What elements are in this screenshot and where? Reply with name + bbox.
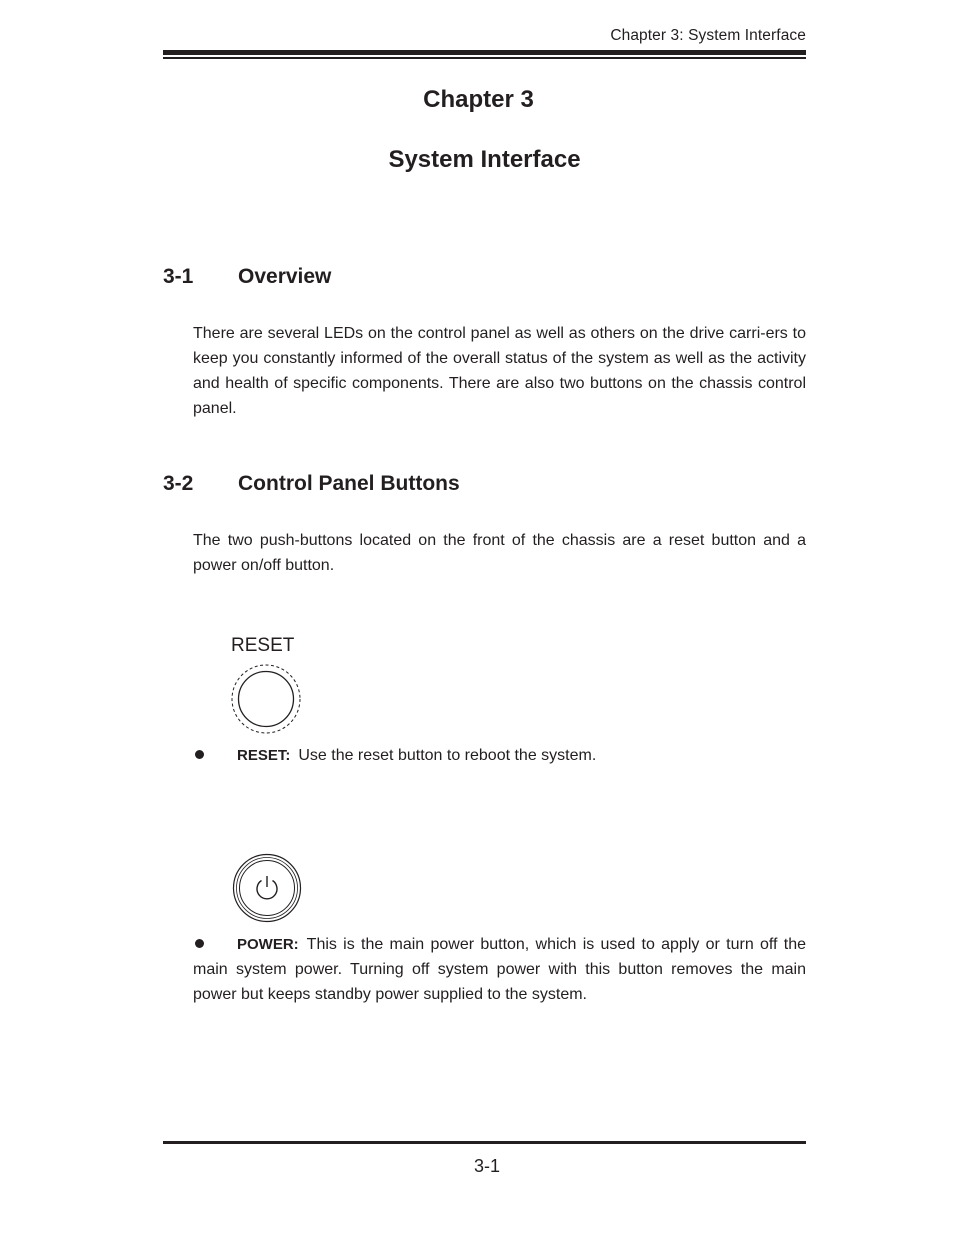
bullet-term: RESET: — [237, 747, 291, 764]
power-button-icon — [230, 851, 304, 930]
bullet-text: This is the main power button, which is used to apply or turn off the main system power. Turning off system power with this button removes the main power but keeps standby power supplied to the system. — [193, 936, 806, 1003]
bullet-text: Use the reset button to reboot the system. — [298, 747, 597, 764]
running-header: Chapter 3: System Interface — [610, 27, 806, 44]
control-panel-paragraph: The two push-buttons located on the front of the chassis are a reset button and a power on/off button. — [193, 532, 806, 574]
overview-paragraph: There are several LEDs on the control panel as well as others on the drive carri-ers to keep you constantly informed of the overall status of the system as well as the activity and health of specific components. There are also two buttons on the chassis control panel. — [193, 325, 806, 417]
bullet-dot — [195, 750, 204, 759]
header-rule-thin — [163, 57, 806, 59]
chapter-subtitle: System Interface — [388, 146, 581, 173]
reset-description — [237, 743, 806, 768]
section-title: Control Panel Buttons — [238, 472, 460, 495]
section-heading-overview — [163, 265, 331, 289]
bullet-term: POWER: — [237, 936, 299, 953]
reset-figure-label: RESET — [231, 635, 295, 656]
page-number: 3-1 — [473, 1156, 500, 1176]
reset-button-icon — [228, 663, 304, 740]
section-number: 3-1 — [163, 265, 194, 288]
header-rule-thick — [163, 50, 806, 55]
section-heading-control-panel-buttons — [163, 472, 460, 496]
power-description — [193, 932, 806, 1007]
chapter-title: Chapter 3 — [423, 86, 534, 113]
section-number: 3-2 — [163, 472, 194, 495]
footer-rule — [163, 1141, 806, 1144]
section-title: Overview — [238, 265, 332, 288]
